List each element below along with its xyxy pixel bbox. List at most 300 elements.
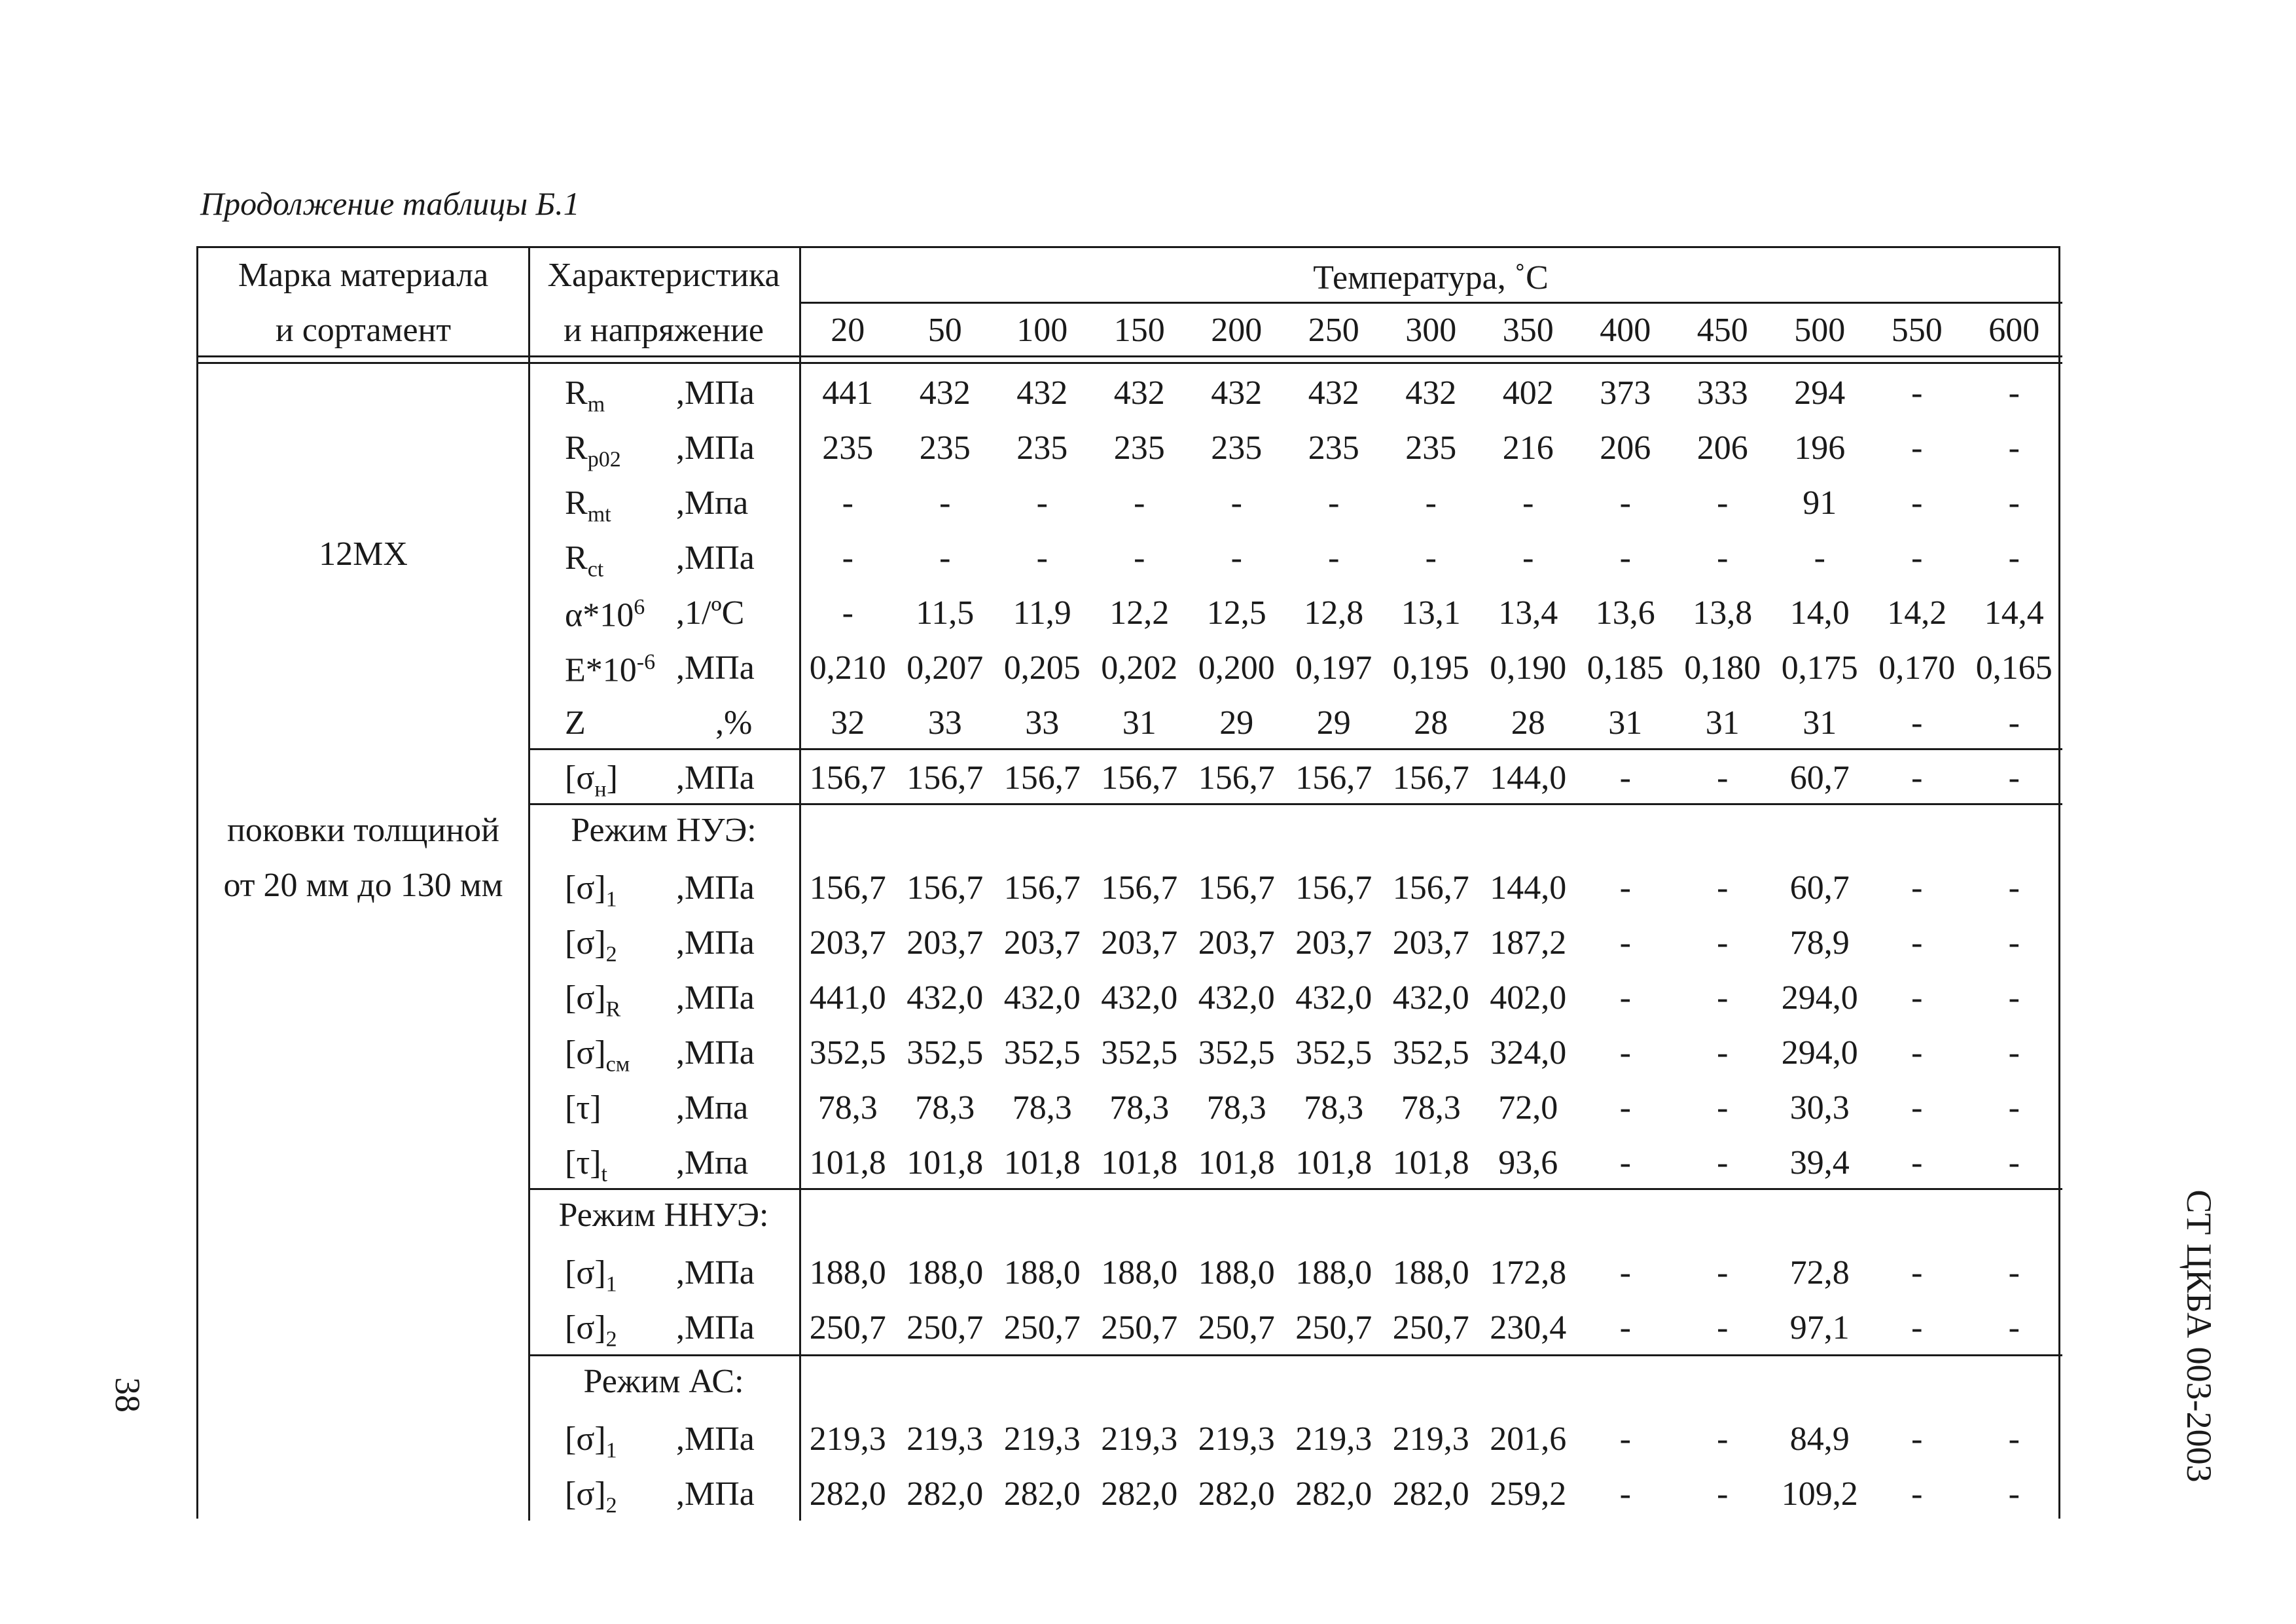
header-temperature-title: Температура, ˚С [1313, 259, 1549, 297]
table-cell-value: - [939, 484, 951, 522]
table-cell-value: 0,170 [1878, 649, 1956, 687]
header-double-rule [198, 362, 2062, 364]
row-unit: ,МПа [676, 374, 755, 412]
table-cell-value: - [1619, 1254, 1631, 1291]
table-cell-value: 12,2 [1109, 594, 1170, 632]
row-unit: ,Мпа [676, 1144, 749, 1182]
table-cell-value: - [1911, 759, 1923, 797]
table-cell-value: 156,7 [1101, 869, 1178, 907]
table-cell-value: 97,1 [1789, 1309, 1850, 1346]
table-cell-value: 144,0 [1490, 869, 1567, 907]
table-cell-value: - [1911, 1144, 1923, 1182]
table-cell-value: - [1717, 1034, 1729, 1072]
table-cell-value: - [1717, 1089, 1729, 1127]
table-cell-value: 432,0 [1003, 979, 1081, 1017]
table-cell-value: 0,205 [1003, 649, 1081, 687]
row-unit: ,МПа [676, 649, 755, 687]
header-double-rule [198, 355, 2062, 357]
table-cell-value: 235 [1405, 429, 1457, 467]
table-cell-value: 432,0 [906, 979, 984, 1017]
table-cell-value: 91 [1803, 484, 1837, 522]
row-symbol: Z [565, 704, 586, 742]
row-symbol: $R_m$ [565, 374, 605, 417]
table-cell-value: 156,7 [1198, 759, 1275, 797]
table-cell-value: 156,7 [906, 759, 984, 797]
table-cell-value: 29 [1219, 704, 1254, 742]
table-cell-value: 294,0 [1781, 979, 1858, 1017]
table-cell-value: 441 [822, 374, 874, 412]
table-cell-value: 78,3 [1206, 1089, 1266, 1127]
table-cell-value: 441,0 [809, 979, 886, 1017]
table-cell-value: - [2008, 1034, 2020, 1072]
table-cell-value: 352,5 [809, 1034, 886, 1072]
table-cell-value: - [2008, 924, 2020, 962]
table-cell-value: - [2008, 374, 2020, 412]
table-cell-value: 156,7 [1295, 869, 1372, 907]
material-grade: 12МХ [319, 535, 408, 573]
material-form-line1: поковки толщиной [227, 812, 499, 849]
table-cell-value: - [939, 539, 951, 577]
table-cell-value: 432 [1405, 374, 1457, 412]
table-cell-value: 101,8 [1295, 1144, 1372, 1182]
section-label-nnue: Режим ННУЭ: [558, 1197, 769, 1234]
table-cell-value: 156,7 [1295, 759, 1372, 797]
table-cell-value: - [1717, 539, 1729, 577]
table-cell-value: 432,0 [1392, 979, 1469, 1017]
row-unit: ,МПа [676, 429, 755, 467]
row-unit: ,МПа [676, 1034, 755, 1072]
table-cell-value: 333 [1696, 374, 1748, 412]
table-cell-value: 29 [1316, 704, 1351, 742]
temperature-header-cell: 400 [1600, 312, 1651, 349]
col-divider [528, 248, 530, 1521]
table-cell-value: 196 [1794, 429, 1846, 467]
table-cell-value: - [1036, 484, 1048, 522]
table-cell-value: 188,0 [1003, 1254, 1081, 1291]
table-cell-value: 14,4 [1984, 594, 2044, 632]
table-cell-value: 0,195 [1392, 649, 1469, 687]
row-unit: ,МПа [676, 1309, 755, 1346]
table-cell-value: 203,7 [1295, 924, 1372, 962]
table-cell-value: 203,7 [809, 924, 886, 962]
table-cell-value: 373 [1600, 374, 1651, 412]
table-cell-value: 0,197 [1295, 649, 1372, 687]
table-cell-value: 216 [1502, 429, 1554, 467]
table-cell-value: 250,7 [1101, 1309, 1178, 1346]
table-cell-value: - [1036, 539, 1048, 577]
table-cell-value: - [1425, 539, 1437, 577]
table-cell-value: 188,0 [1101, 1254, 1178, 1291]
temperature-header-cell: 20 [831, 312, 865, 349]
table-cell-value: - [842, 594, 853, 632]
table-cell-value: 188,0 [809, 1254, 886, 1291]
table-cell-value: - [1522, 539, 1534, 577]
row-symbol: $[\sigma]_{см}$ [565, 1034, 630, 1077]
row-symbol: $[\sigma]_R$ [565, 979, 621, 1022]
table-cell-value: 60,7 [1789, 759, 1850, 797]
table-cell-value: 402 [1502, 374, 1554, 412]
table-cell-value: - [1911, 374, 1923, 412]
table-cell-value: 352,5 [1198, 1034, 1275, 1072]
table-cell-value: 101,8 [1198, 1144, 1275, 1182]
table-cell-value: 250,7 [1003, 1309, 1081, 1346]
table-cell-value: 31 [1705, 704, 1740, 742]
row-unit: ,МПа [676, 924, 755, 962]
table-cell-value: 0,180 [1684, 649, 1761, 687]
table-cell-value: 0,185 [1587, 649, 1664, 687]
table-cell-value: 203,7 [1101, 924, 1178, 962]
row-unit: ,МПа [676, 1420, 755, 1458]
table-cell-value: 282,0 [1392, 1475, 1469, 1513]
table-cell-value: - [1911, 484, 1923, 522]
table-cell-value: 432 [1016, 374, 1068, 412]
row-unit: ,МПа [676, 759, 755, 797]
table-cell-value: 432 [1308, 374, 1359, 412]
table-cell-value: 352,5 [906, 1034, 984, 1072]
table-cell-value: 219,3 [1003, 1420, 1081, 1458]
table-cell-value: - [2008, 539, 2020, 577]
table-cell-value: 352,5 [1101, 1034, 1178, 1072]
table-cell-value: - [842, 484, 853, 522]
table-cell-value: 432 [1113, 374, 1165, 412]
table-cell-value: 78,3 [915, 1089, 975, 1127]
table-cell-value: 60,7 [1789, 869, 1850, 907]
table-cell-value: 31 [1608, 704, 1643, 742]
row-unit: ,МПа [676, 979, 755, 1017]
table-cell-value: 13,6 [1595, 594, 1655, 632]
table-cell-value: 72,0 [1498, 1089, 1558, 1127]
header-rule [799, 302, 2062, 304]
table-cell-value: 78,3 [1304, 1089, 1364, 1127]
table-cell-value: - [2008, 704, 2020, 742]
table-cell-value: 432,0 [1198, 979, 1275, 1017]
row-symbol: $[\sigma]_1$ [565, 1420, 617, 1463]
table-cell-value: 235 [1211, 429, 1263, 467]
table-caption: Продолжение таблицы Б.1 [200, 185, 580, 222]
table-cell-value: - [1328, 484, 1340, 522]
table-cell-value: 250,7 [1392, 1309, 1469, 1346]
table-cell-value: 11,9 [1013, 594, 1071, 632]
table-cell-value: 259,2 [1490, 1475, 1567, 1513]
table-cell-value: - [2008, 1420, 2020, 1458]
table-cell-value: 0,210 [809, 649, 886, 687]
row-unit: ,Мпа [676, 1089, 749, 1127]
table-cell-value: - [1814, 539, 1825, 577]
table-cell-value: - [2008, 869, 2020, 907]
table-cell-value: 0,175 [1781, 649, 1858, 687]
row-unit: ,МПа [676, 1254, 755, 1291]
table-cell-value: 156,7 [1003, 759, 1081, 797]
table-cell-value: 0,165 [1975, 649, 2053, 687]
table-cell-value: - [1717, 1420, 1729, 1458]
table-cell-value: 352,5 [1295, 1034, 1372, 1072]
table-cell-value: 14,2 [1887, 594, 1947, 632]
page-number: 38 [108, 1377, 147, 1413]
temperature-header-cell: 500 [1794, 312, 1846, 349]
table-cell-value: 432,0 [1295, 979, 1372, 1017]
row-symbol: $[\tau]_t$ [565, 1144, 607, 1187]
table-cell-value: - [1911, 979, 1923, 1017]
table-cell-value: - [1717, 1475, 1729, 1513]
table-cell-value: - [1717, 1144, 1729, 1182]
table-cell-value: 206 [1696, 429, 1748, 467]
table-cell-value: 156,7 [1003, 869, 1081, 907]
table-cell-value: 101,8 [1003, 1144, 1081, 1182]
table-cell-value: 250,7 [809, 1309, 886, 1346]
table-cell-value: 33 [1025, 704, 1060, 742]
table-cell-value: 206 [1600, 429, 1651, 467]
row-symbol: $[\sigma]_2$ [565, 1309, 617, 1352]
table-cell-value: 84,9 [1789, 1420, 1850, 1458]
material-form-line2: от 20 мм до 130 мм [223, 867, 503, 904]
row-unit: ,% [715, 704, 753, 742]
table-cell-value: - [1134, 539, 1145, 577]
table-cell-value: - [1717, 924, 1729, 962]
table-cell-value: 219,3 [906, 1420, 984, 1458]
table-cell-value: 0,200 [1198, 649, 1275, 687]
table-cell-value: - [842, 539, 853, 577]
table-cell-value: 109,2 [1781, 1475, 1858, 1513]
temperature-header-cell: 300 [1405, 312, 1457, 349]
table-cell-value: - [2008, 429, 2020, 467]
table-cell-value: - [1911, 704, 1923, 742]
temperature-header-cell: 200 [1211, 312, 1263, 349]
row-symbol: $[\sigma]_2$ [565, 924, 617, 967]
row-rule [528, 1354, 2062, 1356]
table-cell-value: 101,8 [1101, 1144, 1178, 1182]
table-cell-value: - [1619, 1475, 1631, 1513]
row-unit: ,Мпа [676, 484, 749, 522]
row-symbol: $R_{p02}$ [565, 429, 621, 472]
temperature-header-cell: 150 [1113, 312, 1165, 349]
section-label-as: Режим АС: [583, 1363, 744, 1400]
table-cell-value: 13,4 [1498, 594, 1558, 632]
table-cell-value: 352,5 [1392, 1034, 1469, 1072]
table-cell-value: - [1619, 869, 1631, 907]
table-cell-value: - [1619, 759, 1631, 797]
table-cell-value: 188,0 [1392, 1254, 1469, 1291]
table-cell-value: 156,7 [809, 869, 886, 907]
row-unit: ,1/ºC [676, 594, 745, 632]
temperature-header-cell: 250 [1308, 312, 1359, 349]
table-cell-value: - [1717, 979, 1729, 1017]
table-cell-value: - [1911, 1420, 1923, 1458]
table-cell-value: 28 [1511, 704, 1545, 742]
row-symbol: [τ] [565, 1089, 601, 1127]
table-cell-value: 282,0 [809, 1475, 886, 1513]
table-cell-value: 0,207 [906, 649, 984, 687]
table-cell-value: 187,2 [1490, 924, 1567, 962]
table-cell-value: 156,7 [1101, 759, 1178, 797]
table-cell-value: 294 [1794, 374, 1846, 412]
table-cell-value: 282,0 [1003, 1475, 1081, 1513]
table-cell-value: 188,0 [1198, 1254, 1275, 1291]
table-cell-value: 432 [919, 374, 971, 412]
section-label-nue: Режим НУЭ: [571, 812, 757, 849]
temperature-header-cell: 350 [1502, 312, 1554, 349]
table-cell-value: 201,6 [1490, 1420, 1567, 1458]
row-unit: ,МПа [676, 869, 755, 907]
table-cell-value: 172,8 [1490, 1254, 1567, 1291]
table-cell-value: - [1619, 539, 1631, 577]
table-cell-value: - [2008, 1089, 2020, 1127]
table-cell-value: 28 [1414, 704, 1448, 742]
row-symbol: $R_{ct}$ [565, 539, 604, 582]
row-unit: ,МПа [676, 539, 755, 577]
table-cell-value: 235 [919, 429, 971, 467]
table-cell-value: - [1230, 484, 1242, 522]
table-cell-value: - [1911, 1089, 1923, 1127]
table-cell-value: 13,8 [1693, 594, 1753, 632]
table-cell-value: 282,0 [906, 1475, 984, 1513]
table-cell-value: 324,0 [1490, 1034, 1567, 1072]
table-cell-value: 235 [822, 429, 874, 467]
table-cell-value: 235 [1308, 429, 1359, 467]
row-symbol: $[\sigma]_1$ [565, 869, 617, 912]
table-cell-value: 203,7 [1392, 924, 1469, 962]
temperature-header-cell: 550 [1891, 312, 1943, 349]
table-cell-value: - [1619, 1144, 1631, 1182]
table-cell-value: - [2008, 759, 2020, 797]
header-material-line1: Марка материала [238, 257, 489, 294]
table-cell-value: 432,0 [1101, 979, 1178, 1017]
row-symbol: $[\sigma_н]$ [565, 759, 618, 802]
table-cell-value: 72,8 [1789, 1254, 1850, 1291]
temperature-header-cell: 50 [927, 312, 962, 349]
table-cell-value: 101,8 [906, 1144, 984, 1182]
temperature-header-cell: 100 [1016, 312, 1068, 349]
table-cell-value: 235 [1016, 429, 1068, 467]
table-cell-value: - [1619, 924, 1631, 962]
data-table [196, 246, 2060, 1519]
table-cell-value: 188,0 [1295, 1254, 1372, 1291]
table-cell-value: - [1619, 484, 1631, 522]
table-cell-value: 402,0 [1490, 979, 1567, 1017]
row-symbol: $E*10^{-6}$ [565, 650, 656, 689]
table-cell-value: 0,190 [1490, 649, 1567, 687]
table-cell-value: 78,3 [1012, 1089, 1072, 1127]
header-characteristic-line2: и напряжение [564, 312, 764, 349]
table-cell-value: - [1619, 1420, 1631, 1458]
row-symbol: $\alpha*10^6$ [565, 595, 645, 634]
table-cell-value: - [1911, 1254, 1923, 1291]
table-cell-value: 31 [1803, 704, 1837, 742]
row-symbol: $R_{mt}$ [565, 484, 611, 527]
table-cell-value: 230,4 [1490, 1309, 1567, 1346]
table-cell-value: 250,7 [1295, 1309, 1372, 1346]
table-cell-value: 219,3 [809, 1420, 886, 1458]
table-cell-value: 144,0 [1490, 759, 1567, 797]
table-cell-value: - [2008, 484, 2020, 522]
table-cell-value: - [2008, 1144, 2020, 1182]
table-cell-value: - [1619, 1309, 1631, 1346]
table-cell-value: 78,9 [1789, 924, 1850, 962]
table-cell-value: 432 [1211, 374, 1263, 412]
document-code: СТ ЦКБА 003-2003 [2179, 1189, 2219, 1483]
row-unit: ,МПа [676, 1475, 755, 1513]
table-cell-value: - [1911, 1475, 1923, 1513]
table-cell-value: 156,7 [1392, 759, 1469, 797]
table-cell-value: 282,0 [1295, 1475, 1372, 1513]
table-cell-value: - [1717, 759, 1729, 797]
table-cell-value: 219,3 [1295, 1420, 1372, 1458]
table-cell-value: 12,5 [1206, 594, 1266, 632]
table-cell-value: - [1717, 869, 1729, 907]
table-cell-value: 78,3 [1109, 1089, 1170, 1127]
table-cell-value: 156,7 [809, 759, 886, 797]
table-cell-value: 219,3 [1198, 1420, 1275, 1458]
table-cell-value: - [1911, 1309, 1923, 1346]
table-cell-value: 235 [1113, 429, 1165, 467]
table-cell-value: - [1619, 1089, 1631, 1127]
temperature-header-cell: 450 [1696, 312, 1748, 349]
table-cell-value: 12,8 [1304, 594, 1364, 632]
table-cell-value: - [1619, 979, 1631, 1017]
table-cell-value: - [1134, 484, 1145, 522]
table-cell-value: 250,7 [1198, 1309, 1275, 1346]
table-cell-value: 250,7 [906, 1309, 984, 1346]
table-cell-value: 14,0 [1789, 594, 1850, 632]
table-cell-value: 13,1 [1401, 594, 1461, 632]
table-cell-value: - [1230, 539, 1242, 577]
table-cell-value: - [1619, 1034, 1631, 1072]
table-cell-value: - [1522, 484, 1534, 522]
table-cell-value: - [2008, 1254, 2020, 1291]
table-cell-value: 0,202 [1101, 649, 1178, 687]
row-rule [528, 1188, 2062, 1190]
row-symbol: $[\sigma]_2$ [565, 1475, 617, 1518]
table-cell-value: - [1425, 484, 1437, 522]
table-cell-value: 156,7 [906, 869, 984, 907]
table-cell-value: 203,7 [1198, 924, 1275, 962]
table-cell-value: 294,0 [1781, 1034, 1858, 1072]
table-cell-value: 282,0 [1198, 1475, 1275, 1513]
table-cell-value: - [1717, 1309, 1729, 1346]
table-cell-value: - [1911, 1034, 1923, 1072]
table-cell-value: 78,3 [817, 1089, 878, 1127]
table-cell-value: - [2008, 979, 2020, 1017]
table-cell-value: 156,7 [1198, 869, 1275, 907]
table-cell-value: 188,0 [906, 1254, 984, 1291]
table-cell-value: 203,7 [1003, 924, 1081, 962]
table-cell-value: 219,3 [1392, 1420, 1469, 1458]
temperature-header-cell: 600 [1988, 312, 2040, 349]
table-cell-value: - [1911, 869, 1923, 907]
table-cell-value: 31 [1122, 704, 1157, 742]
table-cell-value: 282,0 [1101, 1475, 1178, 1513]
table-cell-value: 11,5 [916, 594, 975, 632]
table-cell-value: 33 [927, 704, 962, 742]
table-cell-value: 156,7 [1392, 869, 1469, 907]
table-cell-value: - [2008, 1309, 2020, 1346]
table-cell-value: 32 [831, 704, 865, 742]
table-cell-value: - [1717, 484, 1729, 522]
table-cell-value: 219,3 [1101, 1420, 1178, 1458]
table-cell-value: - [1717, 1254, 1729, 1291]
table-cell-value: - [1328, 539, 1340, 577]
table-cell-value: - [1911, 924, 1923, 962]
row-rule [528, 803, 2062, 805]
table-cell-value: - [2008, 1475, 2020, 1513]
table-cell-value: - [1911, 429, 1923, 467]
table-cell-value: 101,8 [809, 1144, 886, 1182]
table-cell-value: 352,5 [1003, 1034, 1081, 1072]
row-symbol: $[\sigma]_1$ [565, 1254, 617, 1297]
table-cell-value: 30,3 [1789, 1089, 1850, 1127]
table-cell-value: - [1911, 539, 1923, 577]
table-cell-value: 39,4 [1789, 1144, 1850, 1182]
table-cell-value: 101,8 [1392, 1144, 1469, 1182]
